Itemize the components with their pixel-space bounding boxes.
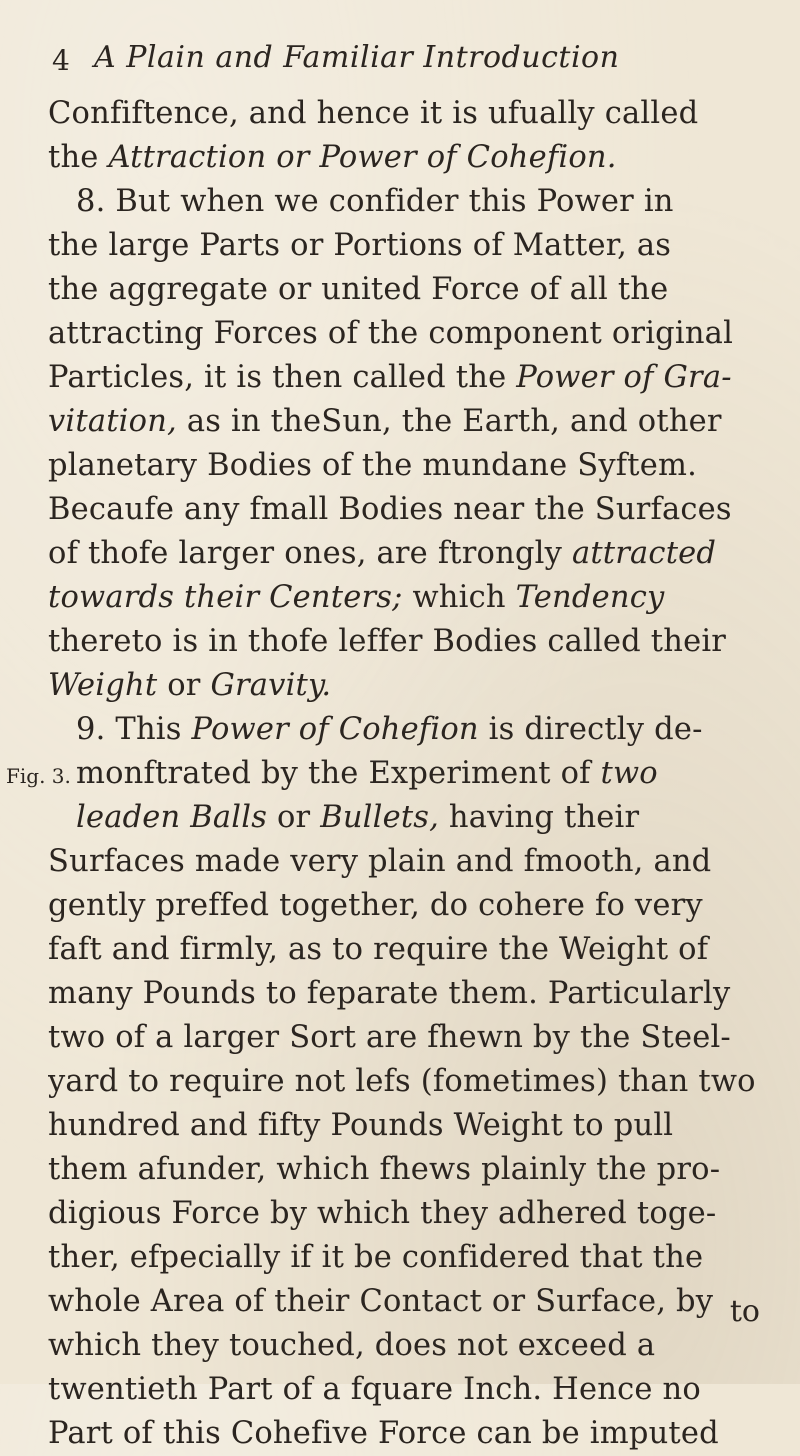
- body-text: [48, 92, 778, 1456]
- text-line: [48, 180, 778, 224]
- text-line: [48, 1148, 778, 1192]
- text-line: [48, 356, 778, 400]
- catchword: to: [729, 1294, 760, 1329]
- text-span: attracting Forces of the component original: [48, 316, 734, 351]
- text-line: [48, 1280, 778, 1324]
- text-span: monftrated by the Experiment of: [76, 756, 601, 791]
- text-span: leaden Balls: [76, 800, 268, 835]
- text-line: [48, 1192, 778, 1236]
- text-span: vitation,: [48, 404, 177, 439]
- text-line: [48, 488, 778, 532]
- text-line: [48, 532, 778, 576]
- text-span: Part of this Cohefive Force can be imputed: [48, 1416, 719, 1451]
- text-line: [48, 1324, 778, 1368]
- text-span: them afunder, which fhews plainly the pro-: [48, 1152, 721, 1187]
- text-span: which they touched, does not exceed a: [48, 1328, 656, 1363]
- text-span: Gravity.: [210, 668, 332, 703]
- text-span: which: [402, 580, 516, 615]
- text-line: [48, 1104, 778, 1148]
- text-span: the large Parts or Portions of Matter, as: [48, 228, 672, 263]
- text-span: digious Force by which they adhered toge-: [48, 1196, 717, 1231]
- text-line: [48, 1412, 778, 1456]
- text-span: the aggregate or united Force of all the: [48, 272, 669, 307]
- text-span: thereto is in thofe leffer Bodies called their: [48, 624, 727, 659]
- text-line: [48, 312, 778, 356]
- text-line: [48, 92, 778, 136]
- text-span: Weight: [48, 668, 158, 703]
- text-span: ther, efpecially if it be confidered that the: [48, 1240, 704, 1275]
- text-span: whole Area of their Contact or Surface, by: [48, 1284, 714, 1319]
- text-span: yard to require not lefs (fometimes) than two: [48, 1064, 756, 1099]
- text-span: two of a larger Sort are fhewn by the Steel-: [48, 1020, 731, 1055]
- text-line: [48, 1368, 778, 1412]
- text-span: attracted: [571, 536, 717, 571]
- running-title: A Plain and Familiar Introduction: [94, 40, 620, 75]
- text-span: twentieth Part of a fquare Inch. Hence no: [48, 1372, 701, 1407]
- text-span: or: [267, 800, 321, 835]
- text-line: [48, 972, 778, 1016]
- text-line: [48, 928, 778, 972]
- text-line: [48, 840, 778, 884]
- text-line: [48, 400, 778, 444]
- page-number: 4: [52, 44, 70, 77]
- text-span: Tendency: [515, 580, 665, 615]
- text-line: [48, 224, 778, 268]
- text-span: having their: [439, 800, 640, 835]
- text-line: [48, 1016, 778, 1060]
- text-span: the: [48, 140, 109, 175]
- text-span: of thofe larger ones, are ftrongly: [48, 536, 572, 571]
- text-span: towards their Centers;: [48, 580, 403, 615]
- text-line: [48, 136, 778, 180]
- text-span: gently preffed together, do cohere fo very: [48, 888, 703, 923]
- text-line: [48, 884, 778, 928]
- text-span: or: [157, 668, 211, 703]
- text-span: faft and firmly, as to require the Weight of: [48, 932, 709, 967]
- text-span: Power of Gra-: [516, 360, 732, 395]
- text-span: many Pounds to feparate them. Particularly: [48, 976, 731, 1011]
- text-line: [48, 620, 778, 664]
- text-line: [48, 268, 778, 312]
- text-line: [48, 708, 778, 752]
- text-line: [48, 444, 778, 488]
- text-span: Bullets,: [320, 800, 440, 835]
- text-span: Power of Cohefion: [191, 712, 479, 747]
- text-line: [48, 752, 778, 796]
- text-line: [48, 1060, 778, 1104]
- text-span: Particles, it is then called the: [48, 360, 517, 395]
- text-line: [48, 1236, 778, 1280]
- text-line: [48, 796, 778, 840]
- text-span: Confiftence, and hence it is ufually called: [48, 96, 699, 131]
- text-span: Surfaces made very plain and fmooth, and: [48, 844, 712, 879]
- text-span: two: [600, 756, 658, 791]
- text-span: as in theSun, the Earth, and other: [176, 404, 722, 439]
- text-span: 9. This: [76, 712, 192, 747]
- text-line: [48, 664, 778, 708]
- text-span: Becaufe any fmall Bodies near the Surfaces: [48, 492, 732, 527]
- text-span: is directly de-: [478, 712, 703, 747]
- text-span: planetary Bodies of the mundane Syftem.: [48, 448, 697, 483]
- margin-note-figure: Fig. 3.: [6, 764, 71, 788]
- text-line: [48, 576, 778, 620]
- text-span: 8. But when we confider this Power in: [76, 184, 674, 219]
- text-span: Attraction or Power of Cohefion.: [108, 140, 617, 175]
- running-head: [52, 36, 752, 86]
- text-span: hundred and fifty Pounds Weight to pull: [48, 1108, 674, 1143]
